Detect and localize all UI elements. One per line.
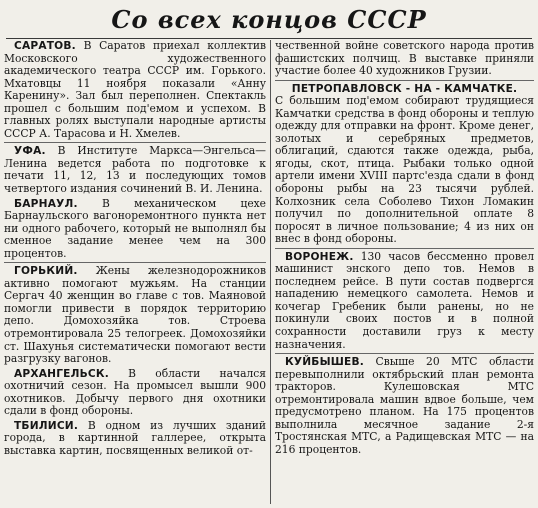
news-item-barnaul	[4, 198, 266, 261]
item-separator	[275, 80, 534, 81]
title-rule	[6, 38, 532, 39]
news-item-ufa	[4, 145, 266, 195]
news-item-gorky	[4, 265, 266, 365]
item-body: Жены железнодорожников активно помогают мужьям. На станции Сергач 40 женщин во главе с тов. Маяновой помогли привести в порядок территорию депо. Домохозяйка тов. Строева отремонтировала 25 телогреек. Домохозяйки ст. Шахунья систематически помогают вести разгрузку вагонов.	[4, 264, 266, 366]
column-divider	[270, 40, 271, 504]
item-body: В области начался охотничий сезон. На промысел вышли 900 охотников. Добычу первого дня охотники сдали в фонд обороны.	[4, 366, 266, 418]
item-body: В Саратов приехал коллектив Московского художественного академического театра СССР им. Горького. Мхатовцы 11 ноября показали «Анну Каренину». Зал был переполнен. Спектакль прошел с большим под'емом и успехом. В главных ролях выступали народные артисты СССР А. Тарасова и Н. Хмелев.	[4, 40, 266, 140]
item-city: ТБИЛИСИ.	[14, 419, 79, 432]
news-item-kuibyshev	[275, 356, 534, 456]
news-item-tbilisi	[4, 420, 266, 458]
item-city: ВОРОНЕЖ.	[285, 250, 354, 263]
item-city: ГОРЬКИЙ.	[14, 265, 78, 278]
item-city: САРАТОВ.	[14, 40, 76, 52]
item-body: В одном из лучших зданий города, в картинной галлерее, открыта выставка картин, посвященных великой от-	[4, 418, 266, 457]
item-city: КУЙБЫШЕВ.	[285, 356, 364, 369]
news-item-arkhangelsk	[4, 368, 266, 418]
right-column	[275, 40, 534, 504]
news-item-voronezh	[275, 251, 534, 351]
item-separator	[4, 262, 266, 263]
item-separator	[4, 142, 266, 143]
item-body: С большим под'емом собирают трудящиеся Камчатки средства в фонд обороны и теплую одежду для отправки на фронт. Кроме денег, золотых и серебряных предметов, облигаций, сдаются также одежда, рыба, ягоды, скот, птица. Рыбаки только одной артели имени XVIII партс'езда сдали в фонд обороны рыбы на 23 тысячи рублей. Колхозник села Соболево Тихон Ломакин получил по дополнительной оплате 8 поросят в личное пользование; 4 из них он внес в фонд обороны.	[275, 94, 534, 246]
left-column	[4, 40, 266, 504]
item-separator	[275, 248, 534, 249]
news-item-petropavlovsk	[275, 83, 534, 246]
item-city: УФА.	[14, 145, 46, 158]
item-body: 130 часов бессменно провел машинист энского депо тов. Немов в последнем рейсе. В пути состав подвергся нападению немецкого самолета. Немов и кочегар Гребеник были ранены, но не покинули своих постов и в полной сохранности доставили груз к месту назначения.	[275, 249, 534, 351]
item-separator	[275, 353, 534, 354]
item-body: В механическом цехе Барнаульского вагоноремонтного пункта нет ни одного рабочего, который не выполнял бы сменное задание менее чем на 300 процентов.	[4, 196, 266, 260]
item-city: АРХАНГЕЛЬСК.	[14, 367, 109, 380]
news-item-tbilisi-continued: чественной войне советского народа против фашистских полчищ. В выставке приняли участие более 40 художников Грузии.	[275, 40, 534, 78]
item-city: БАРНАУЛ.	[14, 197, 78, 210]
news-item-saratov	[4, 40, 266, 140]
item-body: Свыше 20 МТС области перевыполнили октябрьский план ремонта тракторов. Кулешовская МТС отремонтировала машин вдвое больше, чем предусмотрено планом. На 175 процентов выполнила месячное задание 2-я Тростянская МТС, а Радищевская МТС — на 216 процентов.	[275, 355, 534, 456]
item-body: В Институте Маркса—Энгельса—Ленина ведется работа по подготовке к печати 11, 12, 13 и последующих томов четвертого издания сочинений В. И. Ленина.	[4, 144, 266, 196]
item-city: ПЕТРОПАВЛОВСК - НА - КАМЧАТКЕ.	[291, 82, 518, 95]
page-title: Со всех концов СССР	[111, 5, 427, 34]
